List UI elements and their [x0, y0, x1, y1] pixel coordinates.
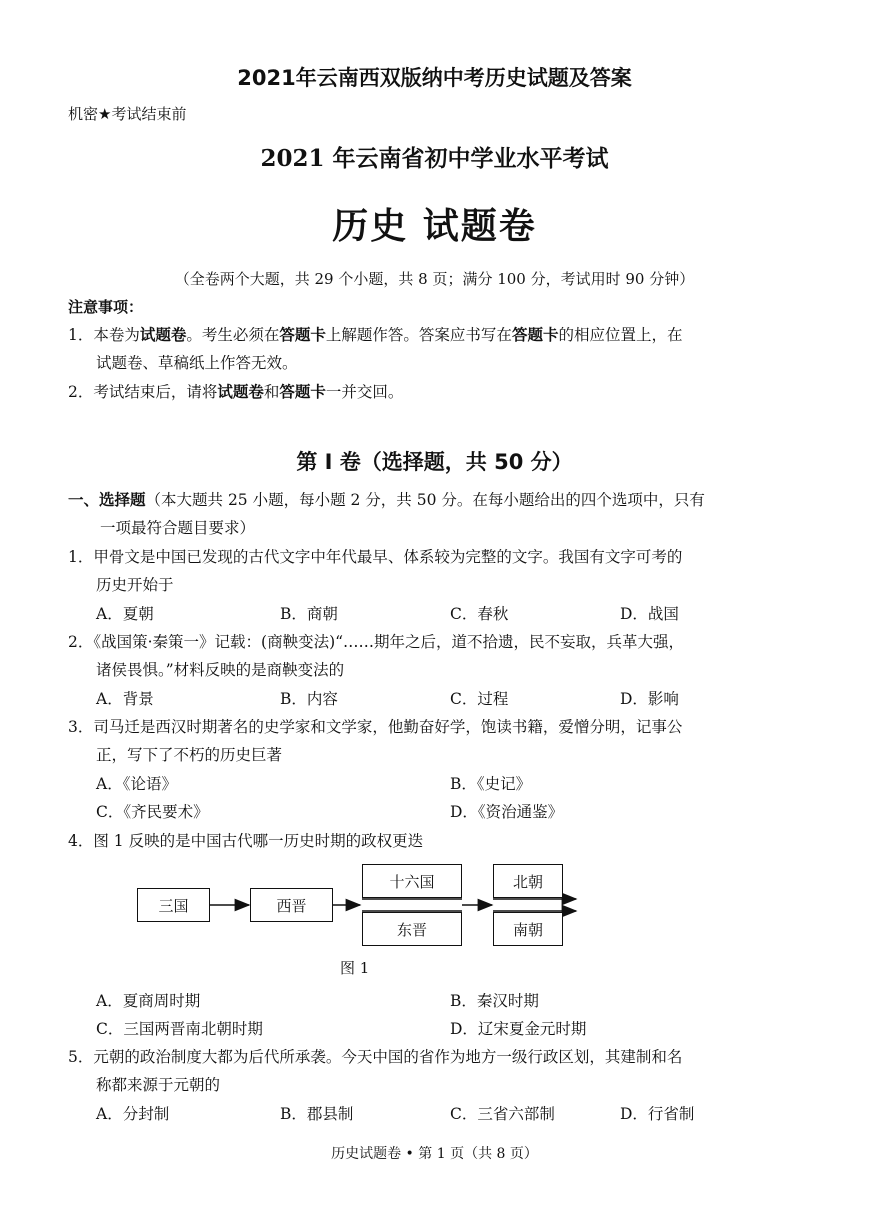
- part1-desc-line2: 一项最符合题目要求）: [100, 519, 256, 537]
- exam-info: （全卷两个大题，共 29 个小题，共 8 页；满分 100 分，考试用时 90 分钟）: [174, 270, 695, 288]
- question-5-line1: 5．元朝的政治制度大都为后代所承袭。今天中国的省作为地方一级行政区划，其建制和名: [68, 1048, 683, 1066]
- q4-option-c[interactable]: C．三国两晋南北朝时期: [96, 1020, 263, 1038]
- q1-option-b[interactable]: B．商朝: [280, 605, 338, 623]
- q4-option-a[interactable]: A．夏商周时期: [96, 992, 201, 1010]
- question-4-line1: 4．图 1 反映的是中国古代哪一历史时期的政权更迭: [68, 832, 424, 850]
- q3-option-b[interactable]: B．《史记》: [450, 775, 532, 793]
- box-three-kingdoms: 三国: [137, 888, 210, 922]
- box-northern-dynasties: 北朝: [493, 864, 563, 898]
- notice-emphasis: 答题卡: [279, 383, 326, 401]
- notice-emphasis: 试题卷: [217, 383, 264, 401]
- part1-label: 一、选择题: [68, 491, 146, 509]
- document-title: 2021年云南西双版纳中考历史试题及答案: [237, 66, 632, 90]
- q1-option-c[interactable]: C．春秋: [450, 605, 509, 623]
- question-3-line2: 正，写下了不朽的历史巨著: [96, 746, 283, 764]
- q4-option-d[interactable]: D．辽宋夏金元时期: [450, 1020, 587, 1038]
- notice-text: 一并交回。: [325, 383, 404, 401]
- figure-1-caption: 图 1: [340, 959, 370, 977]
- q3-option-d[interactable]: D．《资治通鉴》: [450, 803, 564, 821]
- box-eastern-jin: 东晋: [362, 912, 462, 946]
- notice-item-1-line2: 试题卷、草稿纸上作答无效。: [96, 354, 298, 372]
- notice-text: 2．考试结束后，请将: [68, 383, 218, 401]
- confidential-label: 机密★考试结束前: [68, 105, 187, 123]
- question-1-line2: 历史开始于: [96, 576, 174, 594]
- question-1-line1: 1．甲骨文是中国已发现的古代文字中年代最早、体系较为完整的文字。我国有文字可考的: [68, 548, 683, 566]
- q5-option-d[interactable]: D．行省制: [620, 1105, 695, 1123]
- notice-text: 上解题作答。答案应书写在: [325, 326, 512, 344]
- q2-option-d[interactable]: D．影响: [620, 690, 679, 708]
- box-western-jin: 西晋: [250, 888, 333, 922]
- q3-option-c[interactable]: C．《齐民要术》: [96, 803, 209, 821]
- box-sixteen-kingdoms: 十六国: [362, 864, 462, 898]
- q1-option-d[interactable]: D．战国: [620, 605, 679, 623]
- q2-option-c[interactable]: C．过程: [450, 690, 509, 708]
- question-2-line2: 诸侯畏惧。”材料反映的是商鞅变法的: [96, 661, 345, 679]
- part1-desc: （本大题共 25 小题，每小题 2 分，共 50 分。在每小题给出的四个选项中，只有: [145, 491, 705, 509]
- subject-title: 历史 试题卷: [332, 205, 537, 247]
- question-2-line1: 2．《战国策·秦策一》记载：(商鞅变法)“……期年之后，道不拾遗，民不妄取，兵革大强，: [68, 633, 685, 651]
- question-5-line2: 称都来源于元朝的: [96, 1076, 221, 1094]
- q1-option-a[interactable]: A．夏朝: [96, 605, 154, 623]
- box-southern-dynasties: 南朝: [493, 912, 563, 946]
- q2-option-b[interactable]: B．内容: [280, 690, 338, 708]
- notice-emphasis: 试题卷: [139, 326, 187, 344]
- notice-text: 1．本卷为: [68, 326, 140, 344]
- page-footer: 历史试题卷 • 第 1 页（共 8 页）: [331, 1146, 538, 1162]
- section-title: 第 I 卷（选择题，共 50 分）: [296, 450, 573, 474]
- question-3-line1: 3．司马迁是西汉时期著名的史学家和文学家，他勤奋好学，饱读书籍，爱憎分明，记事公: [68, 718, 683, 736]
- notice-title: 注意事项：: [68, 298, 144, 316]
- q5-option-c[interactable]: C．三省六部制: [450, 1105, 555, 1123]
- q5-option-a[interactable]: A．分封制: [96, 1105, 170, 1123]
- notice-emphasis: 答题卡: [279, 326, 326, 344]
- notice-text: 的相应位置上，在: [558, 326, 683, 344]
- notice-emphasis: 答题卡: [511, 326, 559, 344]
- q3-option-a[interactable]: A．《论语》: [96, 775, 177, 793]
- q5-option-b[interactable]: B．郡县制: [280, 1105, 354, 1123]
- notice-text: 和: [263, 383, 280, 401]
- q4-option-b[interactable]: B．秦汉时期: [450, 992, 539, 1010]
- q2-option-a[interactable]: A．背景: [96, 690, 154, 708]
- notice-text: 。考生必须在: [186, 326, 280, 344]
- exam-title: 2021 年云南省初中学业水平考试: [260, 145, 609, 172]
